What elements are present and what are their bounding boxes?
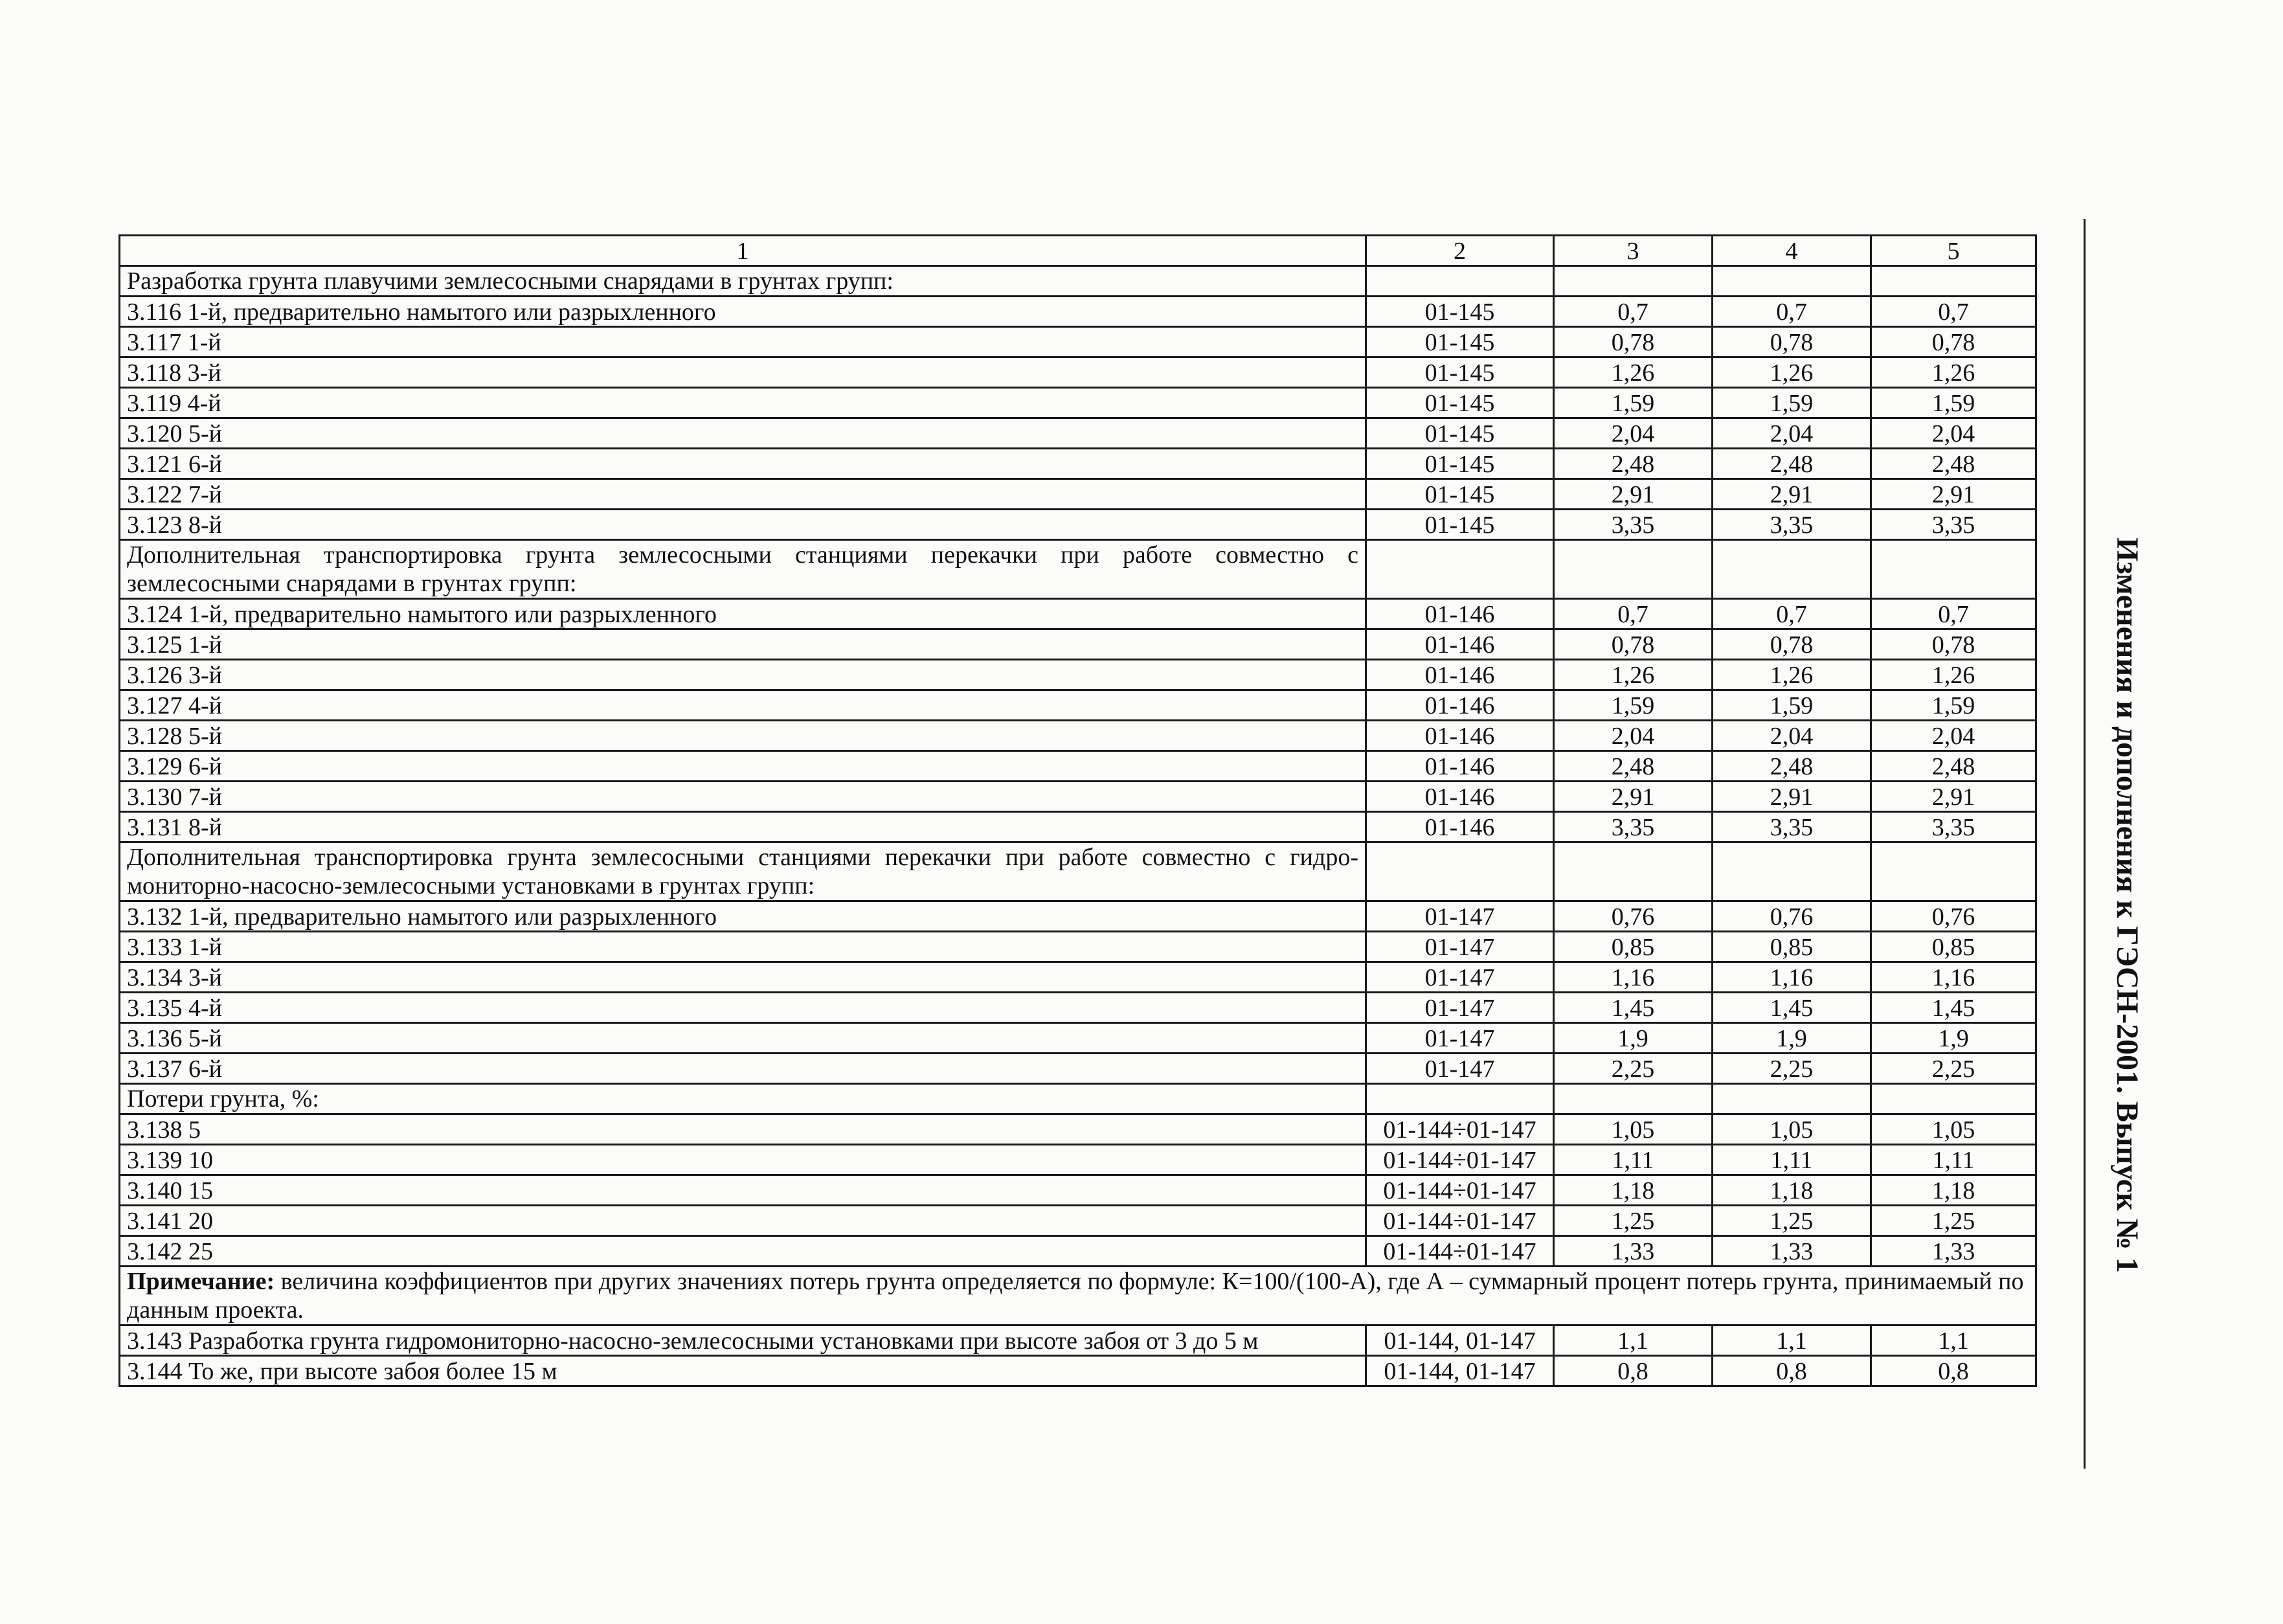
coefficient-col3: 3,35 bbox=[1554, 510, 1713, 540]
table-code: 01-144÷01-147 bbox=[1366, 1114, 1554, 1145]
column-header: 4 bbox=[1713, 236, 1871, 266]
coefficient-col5: 0,76 bbox=[1871, 901, 2036, 932]
coefficient-col5: 2,04 bbox=[1871, 721, 2036, 751]
table-code: 01-146 bbox=[1366, 751, 1554, 782]
side-running-title: Изменения и дополнения к ГЭСН-2001. Выпуск № 1 bbox=[2110, 537, 2144, 1273]
coefficient-col4: 1,26 bbox=[1713, 660, 1871, 690]
note-label: Примечание: bbox=[127, 1268, 275, 1295]
row-label: 3.133 1-й bbox=[120, 932, 1366, 962]
table-row bbox=[120, 449, 2036, 479]
coefficient-col4: 2,48 bbox=[1713, 751, 1871, 782]
row-label: 3.132 1-й, предварительно намытого или разрыхленного bbox=[120, 901, 1366, 932]
section-header-row bbox=[120, 1084, 2036, 1114]
table-row bbox=[120, 510, 2036, 540]
coefficient-col3: 2,91 bbox=[1554, 479, 1713, 510]
table-code: 01-147 bbox=[1366, 1054, 1554, 1084]
coefficient-col3: 0,7 bbox=[1554, 297, 1713, 327]
row-label: 3.124 1-й, предварительно намытого или разрыхленного bbox=[120, 599, 1366, 629]
coefficient-col4: 1,59 bbox=[1713, 388, 1871, 418]
coefficient-col3: 2,25 bbox=[1554, 1054, 1713, 1084]
row-label: 3.138 5 bbox=[120, 1114, 1366, 1145]
row-label: 3.142 25 bbox=[120, 1236, 1366, 1267]
coefficient-col5: 1,59 bbox=[1871, 388, 2036, 418]
coefficient-col5: 1,9 bbox=[1871, 1023, 2036, 1054]
coefficient-col5: 2,04 bbox=[1871, 418, 2036, 449]
coefficient-col3: 2,48 bbox=[1554, 449, 1713, 479]
coefficient-col5: 2,91 bbox=[1871, 479, 2036, 510]
coefficient-col4: 1,05 bbox=[1713, 1114, 1871, 1145]
row-label: 3.129 6-й bbox=[120, 751, 1366, 782]
table-row bbox=[120, 1206, 2036, 1236]
coefficients-table bbox=[118, 234, 2037, 1387]
table-row bbox=[120, 932, 2036, 962]
coefficient-col5: 1,59 bbox=[1871, 690, 2036, 721]
coefficient-col3: 0,8 bbox=[1554, 1356, 1713, 1386]
table-code: 01-146 bbox=[1366, 782, 1554, 812]
table-row bbox=[120, 690, 2036, 721]
row-label: 3.143 Разработка грунта гидромониторно-насосно-землесосными установками при высоте забоя от 3 до 5 м bbox=[120, 1325, 1366, 1356]
coefficient-col3: 1,05 bbox=[1554, 1114, 1713, 1145]
table-code: 01-147 bbox=[1366, 932, 1554, 962]
column-number-row bbox=[120, 236, 2036, 266]
row-label: 3.130 7-й bbox=[120, 782, 1366, 812]
row-label: 3.121 6-й bbox=[120, 449, 1366, 479]
table-code: 01-146 bbox=[1366, 721, 1554, 751]
empty-cell bbox=[1871, 842, 2036, 901]
coefficient-col4: 0,7 bbox=[1713, 599, 1871, 629]
table-code: 01-145 bbox=[1366, 418, 1554, 449]
coefficient-col5: 1,05 bbox=[1871, 1114, 2036, 1145]
column-header: 2 bbox=[1366, 236, 1554, 266]
coefficient-col5: 1,45 bbox=[1871, 993, 2036, 1023]
table-row bbox=[120, 327, 2036, 357]
table-code: 01-144÷01-147 bbox=[1366, 1206, 1554, 1236]
row-label: 3.119 4-й bbox=[120, 388, 1366, 418]
table-code: 01-144, 01-147 bbox=[1366, 1356, 1554, 1386]
table-row bbox=[120, 721, 2036, 751]
row-label: 3.128 5-й bbox=[120, 721, 1366, 751]
empty-cell bbox=[1713, 266, 1871, 297]
coefficient-col3: 2,04 bbox=[1554, 721, 1713, 751]
table-code: 01-145 bbox=[1366, 479, 1554, 510]
table-row bbox=[120, 751, 2036, 782]
row-label: 3.120 5-й bbox=[120, 418, 1366, 449]
empty-cell bbox=[1871, 540, 2036, 599]
empty-cell bbox=[1366, 266, 1554, 297]
coefficient-col3: 0,78 bbox=[1554, 327, 1713, 357]
coefficient-col5: 1,16 bbox=[1871, 962, 2036, 993]
table-code: 01-146 bbox=[1366, 629, 1554, 660]
table-row bbox=[120, 479, 2036, 510]
coefficient-col3: 1,59 bbox=[1554, 690, 1713, 721]
empty-cell bbox=[1554, 842, 1713, 901]
coefficient-col5: 0,78 bbox=[1871, 327, 2036, 357]
table-row bbox=[120, 388, 2036, 418]
coefficient-col4: 3,35 bbox=[1713, 812, 1871, 842]
coefficient-col4: 1,26 bbox=[1713, 357, 1871, 388]
row-label: 3.123 8-й bbox=[120, 510, 1366, 540]
coefficient-col4: 2,48 bbox=[1713, 449, 1871, 479]
coefficient-col3: 1,59 bbox=[1554, 388, 1713, 418]
row-label: 3.122 7-й bbox=[120, 479, 1366, 510]
section-title: Потери грунта, %: bbox=[120, 1084, 1366, 1114]
coefficient-col4: 3,35 bbox=[1713, 510, 1871, 540]
coefficient-col3: 0,78 bbox=[1554, 629, 1713, 660]
coefficient-col3: 1,9 bbox=[1554, 1023, 1713, 1054]
note-text: величина коэффициентов при других значениях потерь грунта определяется по формуле: К=100/(100-А), где А – суммарный процент потерь грунта, принимаемый по данным проекта. bbox=[127, 1268, 2024, 1324]
empty-cell bbox=[1366, 540, 1554, 599]
coefficient-col5: 1,26 bbox=[1871, 660, 2036, 690]
table-code: 01-147 bbox=[1366, 1023, 1554, 1054]
coefficient-col4: 2,04 bbox=[1713, 721, 1871, 751]
coefficient-col3: 1,33 bbox=[1554, 1236, 1713, 1267]
coefficient-col4: 1,45 bbox=[1713, 993, 1871, 1023]
coefficient-col3: 1,26 bbox=[1554, 660, 1713, 690]
coefficient-col5: 1,25 bbox=[1871, 1206, 2036, 1236]
coefficient-col5: 1,18 bbox=[1871, 1175, 2036, 1206]
table-code: 01-144÷01-147 bbox=[1366, 1236, 1554, 1267]
coefficient-col3: 2,04 bbox=[1554, 418, 1713, 449]
empty-cell bbox=[1871, 1084, 2036, 1114]
coefficient-col4: 0,76 bbox=[1713, 901, 1871, 932]
coefficient-col3: 1,25 bbox=[1554, 1206, 1713, 1236]
note-row bbox=[120, 1267, 2036, 1325]
note-cell bbox=[120, 1267, 2036, 1325]
coefficient-col5: 1,26 bbox=[1871, 357, 2036, 388]
coefficient-col5: 0,78 bbox=[1871, 629, 2036, 660]
empty-cell bbox=[1713, 1084, 1871, 1114]
table-code: 01-145 bbox=[1366, 297, 1554, 327]
empty-cell bbox=[1871, 266, 2036, 297]
table-row bbox=[120, 418, 2036, 449]
coefficient-col4: 0,8 bbox=[1713, 1356, 1871, 1386]
table-row bbox=[120, 357, 2036, 388]
table-code: 01-144÷01-147 bbox=[1366, 1145, 1554, 1175]
coefficient-col3: 0,85 bbox=[1554, 932, 1713, 962]
table-row bbox=[120, 1145, 2036, 1175]
coefficient-col3: 1,1 bbox=[1554, 1325, 1713, 1356]
section-title: Дополнительная транспортировка грунта землесосными станциями перекачки при работе совместно с землесосными снарядами в грунтах групп: bbox=[120, 540, 1366, 599]
coefficient-col4: 2,91 bbox=[1713, 479, 1871, 510]
table-row bbox=[120, 812, 2036, 842]
coefficient-col3: 2,91 bbox=[1554, 782, 1713, 812]
coefficient-col5: 0,7 bbox=[1871, 599, 2036, 629]
coefficient-col5: 2,91 bbox=[1871, 782, 2036, 812]
row-label: 3.144 То же, при высоте забоя более 15 м bbox=[120, 1356, 1366, 1386]
table-code: 01-146 bbox=[1366, 660, 1554, 690]
coefficient-col3: 0,76 bbox=[1554, 901, 1713, 932]
row-label: 3.137 6-й bbox=[120, 1054, 1366, 1084]
table-row bbox=[120, 660, 2036, 690]
table-code: 01-145 bbox=[1366, 388, 1554, 418]
table-code: 01-144, 01-147 bbox=[1366, 1325, 1554, 1356]
coefficient-col4: 2,04 bbox=[1713, 418, 1871, 449]
row-label: 3.131 8-й bbox=[120, 812, 1366, 842]
coefficient-col5: 2,48 bbox=[1871, 449, 2036, 479]
table-row bbox=[120, 901, 2036, 932]
empty-cell bbox=[1366, 1084, 1554, 1114]
coefficient-col4: 0,78 bbox=[1713, 327, 1871, 357]
coefficient-col4: 2,91 bbox=[1713, 782, 1871, 812]
coefficient-col3: 1,16 bbox=[1554, 962, 1713, 993]
empty-cell bbox=[1554, 266, 1713, 297]
table-code: 01-146 bbox=[1366, 690, 1554, 721]
table-code: 01-145 bbox=[1366, 327, 1554, 357]
side-divider-line bbox=[2084, 219, 2086, 1469]
coefficient-col3: 2,48 bbox=[1554, 751, 1713, 782]
row-label: 3.136 5-й bbox=[120, 1023, 1366, 1054]
table-code: 01-147 bbox=[1366, 993, 1554, 1023]
row-label: 3.125 1-й bbox=[120, 629, 1366, 660]
row-label: 3.134 3-й bbox=[120, 962, 1366, 993]
coefficient-col5: 0,8 bbox=[1871, 1356, 2036, 1386]
row-label: 3.116 1-й, предварительно намытого или разрыхленного bbox=[120, 297, 1366, 327]
coefficient-col5: 3,35 bbox=[1871, 510, 2036, 540]
empty-cell bbox=[1366, 842, 1554, 901]
row-label: 3.118 3-й bbox=[120, 357, 1366, 388]
coefficient-col3: 1,18 bbox=[1554, 1175, 1713, 1206]
table-row bbox=[120, 629, 2036, 660]
table-code: 01-147 bbox=[1366, 901, 1554, 932]
table-row bbox=[120, 1023, 2036, 1054]
section-header-row bbox=[120, 266, 2036, 297]
coefficient-col4: 1,9 bbox=[1713, 1023, 1871, 1054]
coefficient-col4: 1,1 bbox=[1713, 1325, 1871, 1356]
coefficient-col4: 1,16 bbox=[1713, 962, 1871, 993]
coefficient-col3: 0,7 bbox=[1554, 599, 1713, 629]
coefficient-col5: 1,11 bbox=[1871, 1145, 2036, 1175]
coefficient-col4: 0,85 bbox=[1713, 932, 1871, 962]
column-header: 5 bbox=[1871, 236, 2036, 266]
empty-cell bbox=[1713, 540, 1871, 599]
row-label: 3.127 4-й bbox=[120, 690, 1366, 721]
table-row bbox=[120, 1114, 2036, 1145]
column-header: 1 bbox=[120, 236, 1366, 266]
coefficient-col5: 1,1 bbox=[1871, 1325, 2036, 1356]
table-code: 01-145 bbox=[1366, 510, 1554, 540]
empty-cell bbox=[1554, 1084, 1713, 1114]
coefficient-col3: 1,26 bbox=[1554, 357, 1713, 388]
section-title: Дополнительная транспортировка грунта землесосными станциями перекачки при работе совместно с гидро-мониторно-насосно-землесосными установками в грунтах групп: bbox=[120, 842, 1366, 901]
coefficient-col3: 3,35 bbox=[1554, 812, 1713, 842]
coefficient-col4: 1,25 bbox=[1713, 1206, 1871, 1236]
coefficient-col5: 3,35 bbox=[1871, 812, 2036, 842]
table-code: 01-145 bbox=[1366, 357, 1554, 388]
table-row bbox=[120, 1356, 2036, 1386]
table-row bbox=[120, 993, 2036, 1023]
coefficient-col4: 0,7 bbox=[1713, 297, 1871, 327]
table-code: 01-145 bbox=[1366, 449, 1554, 479]
row-label: 3.126 3-й bbox=[120, 660, 1366, 690]
coefficient-col4: 1,33 bbox=[1713, 1236, 1871, 1267]
row-label: 3.117 1-й bbox=[120, 327, 1366, 357]
section-header-row bbox=[120, 540, 2036, 599]
coefficient-col4: 0,78 bbox=[1713, 629, 1871, 660]
table-row bbox=[120, 297, 2036, 327]
coefficient-col5: 1,33 bbox=[1871, 1236, 2036, 1267]
coefficient-col5: 0,7 bbox=[1871, 297, 2036, 327]
table-row bbox=[120, 1175, 2036, 1206]
coefficient-col4: 2,25 bbox=[1713, 1054, 1871, 1084]
table-code: 01-146 bbox=[1366, 812, 1554, 842]
coefficient-col5: 0,85 bbox=[1871, 932, 2036, 962]
row-label: 3.140 15 bbox=[120, 1175, 1366, 1206]
section-title: Разработка грунта плавучими землесосными снарядами в грунтах групп: bbox=[120, 266, 1366, 297]
row-label: 3.141 20 bbox=[120, 1206, 1366, 1236]
coefficient-col5: 2,25 bbox=[1871, 1054, 2036, 1084]
table-row bbox=[120, 599, 2036, 629]
coefficient-col3: 1,45 bbox=[1554, 993, 1713, 1023]
empty-cell bbox=[1713, 842, 1871, 901]
row-label: 3.139 10 bbox=[120, 1145, 1366, 1175]
column-header: 3 bbox=[1554, 236, 1713, 266]
coefficient-col4: 1,18 bbox=[1713, 1175, 1871, 1206]
table-row bbox=[120, 782, 2036, 812]
empty-cell bbox=[1554, 540, 1713, 599]
coefficient-col3: 1,11 bbox=[1554, 1145, 1713, 1175]
table-row bbox=[120, 1325, 2036, 1356]
table-row bbox=[120, 962, 2036, 993]
coefficient-col5: 2,48 bbox=[1871, 751, 2036, 782]
section-header-row bbox=[120, 842, 2036, 901]
table-row bbox=[120, 1054, 2036, 1084]
coefficient-col4: 1,59 bbox=[1713, 690, 1871, 721]
row-label: 3.135 4-й bbox=[120, 993, 1366, 1023]
table-code: 01-147 bbox=[1366, 962, 1554, 993]
table-row bbox=[120, 1236, 2036, 1267]
table-code: 01-144÷01-147 bbox=[1366, 1175, 1554, 1206]
table-code: 01-146 bbox=[1366, 599, 1554, 629]
coefficient-col4: 1,11 bbox=[1713, 1145, 1871, 1175]
